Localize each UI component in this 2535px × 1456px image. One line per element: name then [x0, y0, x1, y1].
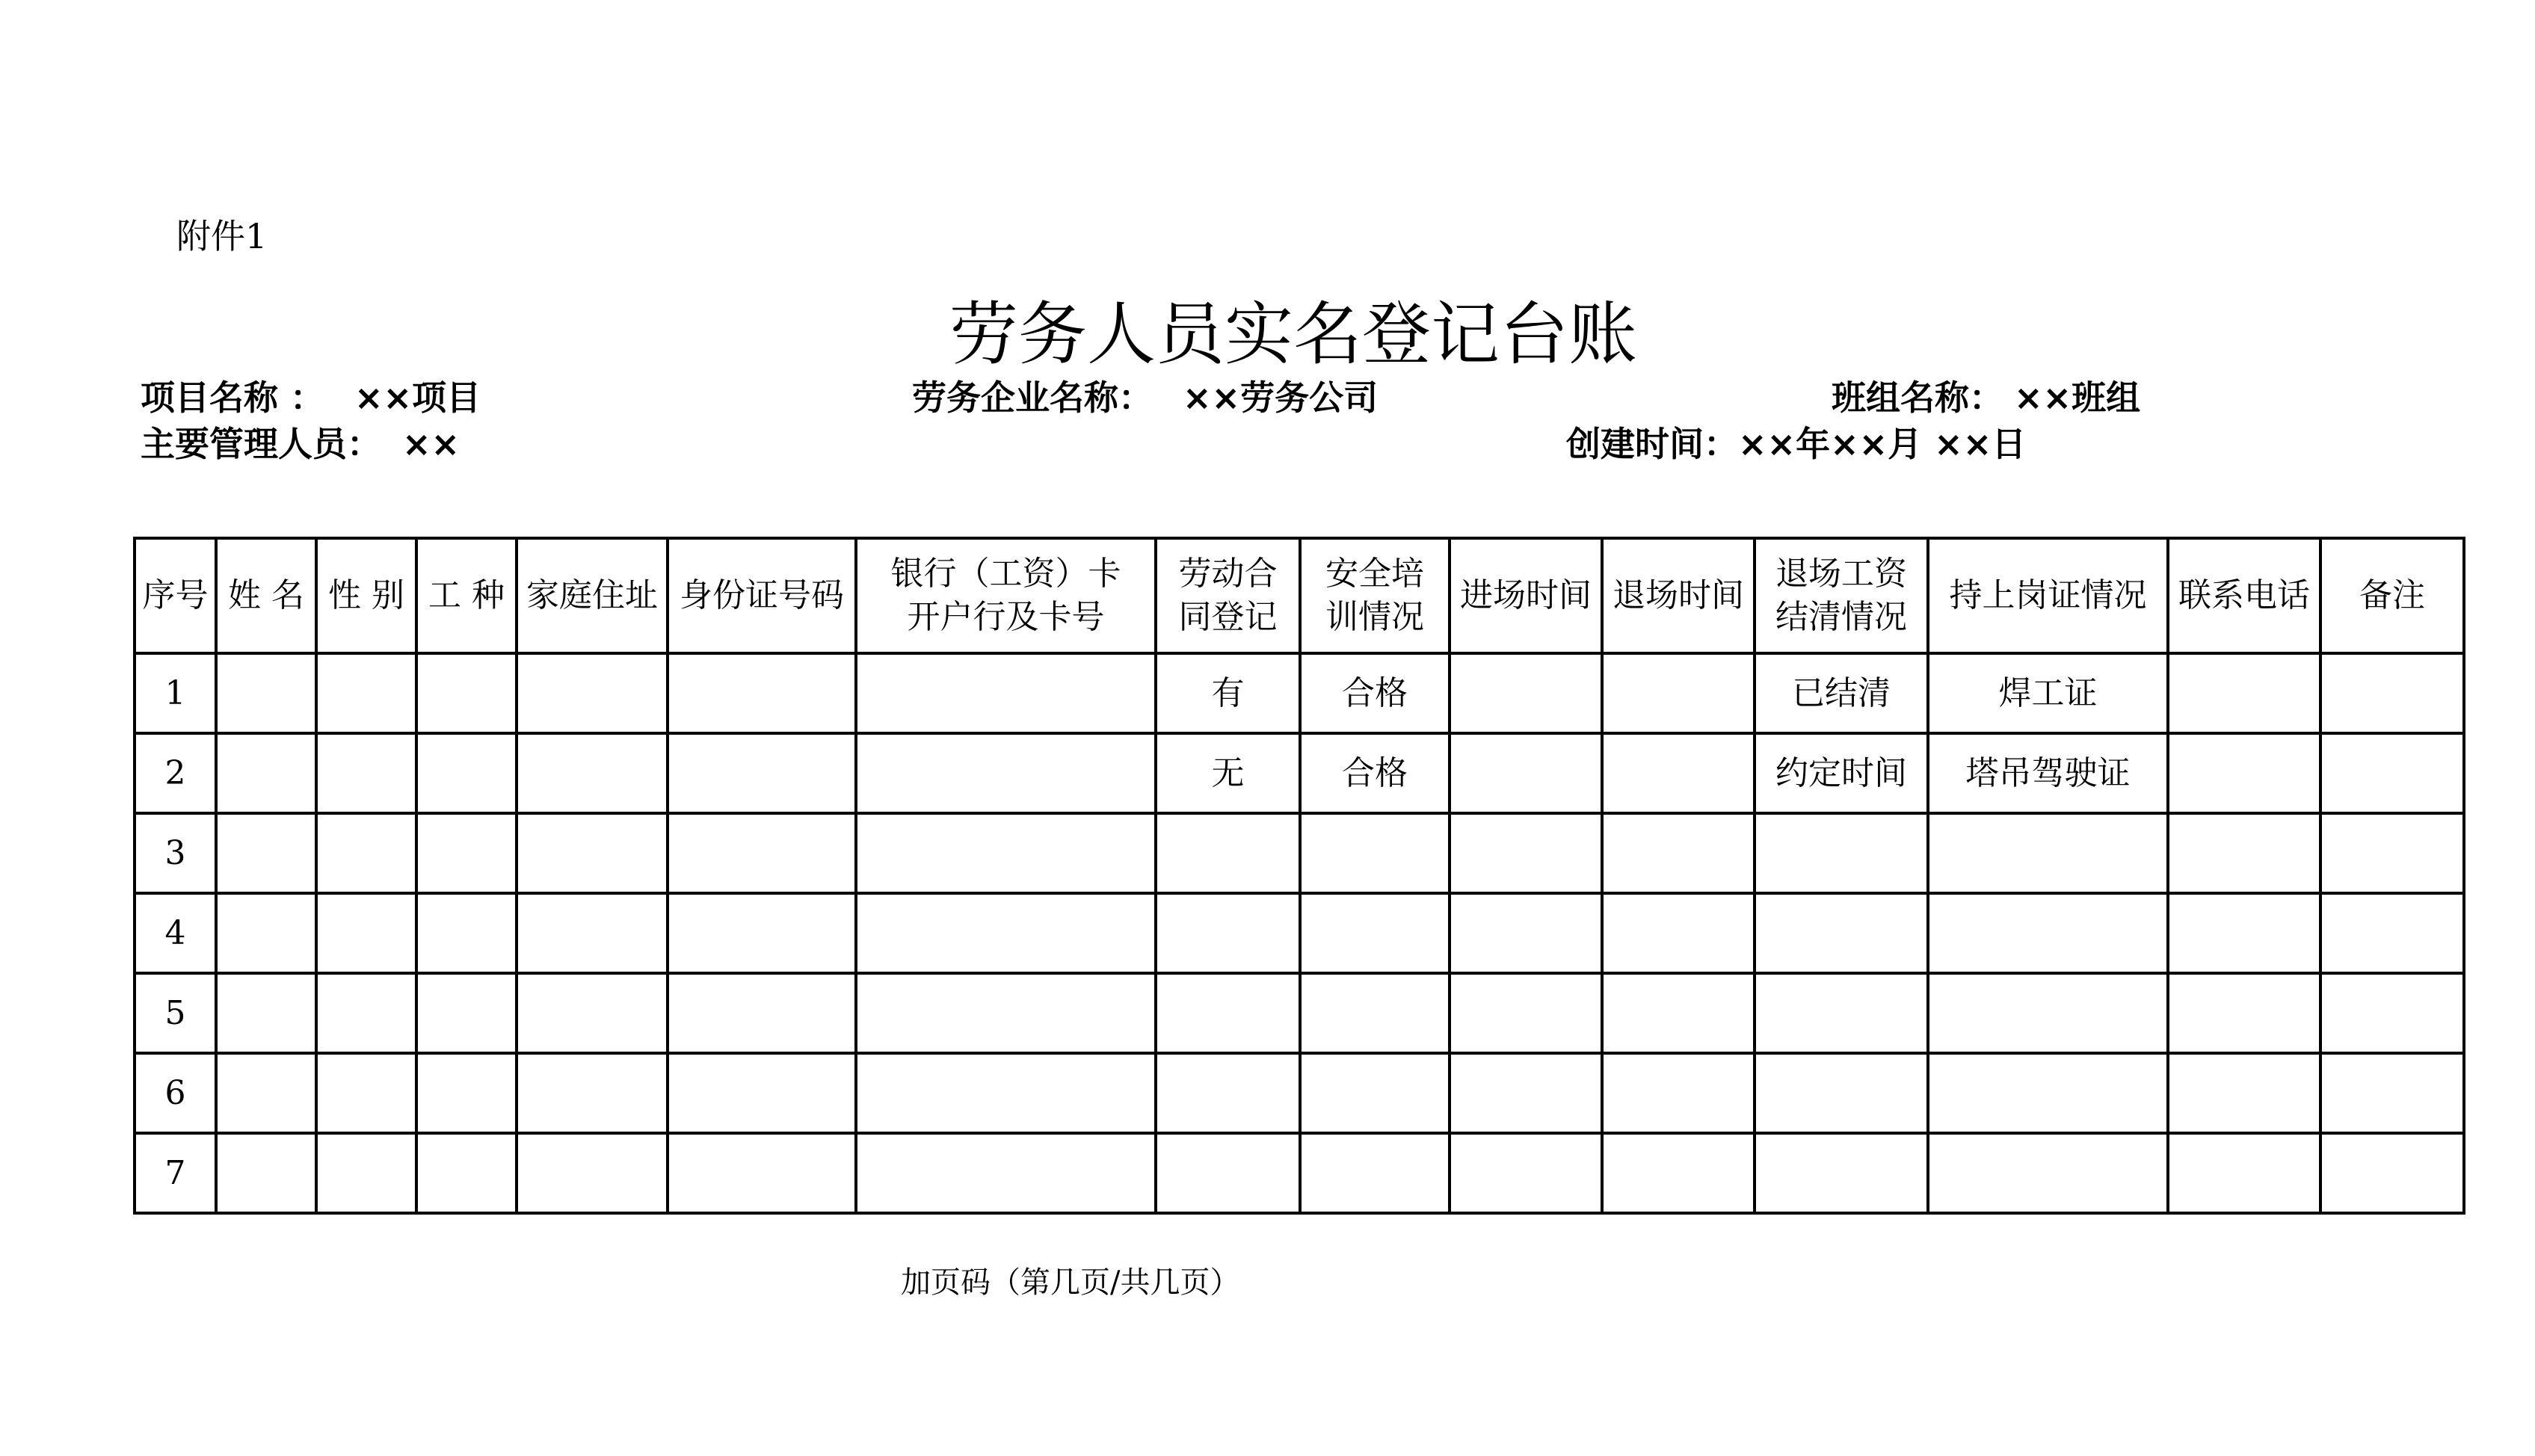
column-header	[668, 538, 856, 653]
table-cell	[1755, 1053, 1928, 1133]
table-cell	[856, 813, 1156, 893]
table-body	[135, 653, 2464, 1213]
column-header-line: 身份证号码	[680, 576, 844, 614]
header-row	[135, 538, 2464, 653]
table-cell	[1450, 813, 1602, 893]
table-cell	[856, 653, 1156, 733]
table-cell	[1602, 653, 1755, 733]
company-value: ××劳务公司	[1183, 377, 1379, 418]
table-cell	[1450, 973, 1602, 1053]
table-cell	[1602, 733, 1755, 813]
table-cell	[1450, 733, 1602, 813]
table-cell	[668, 653, 856, 733]
manager-field	[141, 423, 460, 465]
column-header	[1300, 538, 1450, 653]
column-header	[216, 538, 316, 653]
table-cell	[316, 1053, 416, 1133]
table-cell	[1928, 1053, 2168, 1133]
column-header	[416, 538, 517, 653]
column-header-line: 性 别	[328, 576, 404, 614]
table-cell	[856, 1053, 1156, 1133]
table-cell	[856, 1133, 1156, 1213]
info-row-project	[0, 377, 2535, 419]
column-header-line: 训情况	[1325, 598, 1424, 636]
table-cell	[517, 973, 668, 1053]
table-cell: 已结清	[1755, 653, 1928, 733]
table-cell	[1156, 813, 1300, 893]
table-cell	[517, 893, 668, 973]
table-cell	[668, 1133, 856, 1213]
table-cell: 塔吊驾驶证	[1928, 733, 2168, 813]
created-value: ××年××月 ××日	[1738, 424, 2027, 464]
company-field	[912, 377, 1378, 419]
team-label: 班组名称：	[1832, 377, 2003, 418]
table-cell: 5	[135, 973, 216, 1053]
manager-label: 主要管理人员：	[141, 424, 381, 464]
table-cell	[1300, 813, 1450, 893]
table-row	[135, 653, 2464, 733]
column-header	[2320, 538, 2464, 653]
column-header-line: 同登记	[1178, 598, 1278, 636]
table-cell	[1450, 893, 1602, 973]
column-header	[1755, 538, 1928, 653]
table-cell	[517, 733, 668, 813]
column-header-line: 银行（工资）卡	[890, 555, 1121, 593]
table-cell: 6	[135, 1053, 216, 1133]
table-cell	[668, 973, 856, 1053]
table-cell	[1450, 1053, 1602, 1133]
table-cell	[2168, 813, 2320, 893]
table-cell	[216, 893, 316, 973]
table-cell	[2320, 813, 2464, 893]
table-cell	[2320, 1133, 2464, 1213]
table-cell	[2168, 893, 2320, 973]
table-cell	[416, 1133, 517, 1213]
table-cell	[856, 973, 1156, 1053]
table-cell	[1300, 1133, 1450, 1213]
table-cell	[416, 813, 517, 893]
created-label: 创建时间：	[1566, 424, 1738, 464]
table-row	[135, 973, 2464, 1053]
column-header-line: 姓 名	[228, 576, 304, 614]
table-cell	[517, 813, 668, 893]
column-header-line: 结清情况	[1775, 598, 1907, 636]
table-cell	[316, 813, 416, 893]
table-cell	[1755, 1133, 1928, 1213]
table-cell	[416, 733, 517, 813]
team-value: ××班组	[2014, 377, 2141, 418]
table-cell	[416, 973, 517, 1053]
column-header-line: 备注	[2359, 576, 2425, 614]
table-cell	[216, 1053, 316, 1133]
table-cell: 合格	[1300, 653, 1450, 733]
table-cell	[1602, 813, 1755, 893]
table-cell: 7	[135, 1133, 216, 1213]
table-cell	[316, 653, 416, 733]
table-cell	[1755, 893, 1928, 973]
table-cell	[316, 733, 416, 813]
column-header-line: 劳动合	[1178, 555, 1278, 593]
table-cell: 1	[135, 653, 216, 733]
table-cell	[2168, 653, 2320, 733]
table-cell	[1928, 893, 2168, 973]
team-field	[1832, 377, 2140, 419]
table-cell	[2168, 973, 2320, 1053]
table-cell	[1928, 973, 2168, 1053]
table-cell	[1602, 973, 1755, 1053]
table-cell	[856, 893, 1156, 973]
column-header	[1450, 538, 1602, 653]
table-row	[135, 1133, 2464, 1213]
table-row	[135, 893, 2464, 973]
table-row	[135, 733, 2464, 813]
table-cell: 4	[135, 893, 216, 973]
company-label: 劳务企业名称：	[912, 377, 1153, 418]
column-header-line: 工 种	[428, 576, 505, 614]
table-cell	[1755, 973, 1928, 1053]
manager-value: ××	[402, 424, 461, 464]
column-header	[1156, 538, 1300, 653]
project-label: 项目名称 ：	[141, 377, 325, 418]
table-row	[135, 1053, 2464, 1133]
table-cell	[1602, 893, 1755, 973]
table-cell	[2320, 653, 2464, 733]
page-number-note: 加页码（第几页/共几页）	[901, 1265, 1240, 1300]
table-cell	[1928, 813, 2168, 893]
table-cell	[668, 893, 856, 973]
column-header	[2168, 538, 2320, 653]
table-cell	[517, 1053, 668, 1133]
table-cell	[316, 1133, 416, 1213]
column-header	[1602, 538, 1755, 653]
table-cell	[2320, 893, 2464, 973]
table-cell	[1450, 653, 1602, 733]
table-cell	[316, 893, 416, 973]
table-cell	[216, 973, 316, 1053]
table-cell	[416, 893, 517, 973]
column-header-line: 序号	[142, 576, 209, 614]
column-header-line: 安全培	[1325, 555, 1424, 593]
project-field	[141, 377, 481, 419]
table-cell: 约定时间	[1755, 733, 1928, 813]
table-cell	[668, 733, 856, 813]
table-cell	[668, 813, 856, 893]
table-cell	[416, 1053, 517, 1133]
table-cell	[1300, 893, 1450, 973]
column-header-line: 退场工资	[1775, 555, 1907, 593]
page-title: 劳务人员实名登记台账	[949, 294, 1637, 374]
table-cell	[856, 733, 1156, 813]
table-cell: 焊工证	[1928, 653, 2168, 733]
table-cell: 3	[135, 813, 216, 893]
column-header	[135, 538, 216, 653]
column-header	[316, 538, 416, 653]
table-cell	[216, 1133, 316, 1213]
created-field	[1566, 423, 2026, 465]
table-cell: 有	[1156, 653, 1300, 733]
table-cell	[1156, 893, 1300, 973]
table-cell: 无	[1156, 733, 1300, 813]
table-cell	[1602, 1053, 1755, 1133]
table-cell	[2168, 1053, 2320, 1133]
table-cell	[216, 733, 316, 813]
project-value: ××项目	[354, 377, 481, 418]
table-cell: 合格	[1300, 733, 1450, 813]
table-cell	[1755, 813, 1928, 893]
attachment-label: 附件1	[176, 216, 268, 256]
table-cell	[1156, 1053, 1300, 1133]
table-cell	[1928, 1133, 2168, 1213]
column-header	[856, 538, 1156, 653]
table-cell	[1300, 1053, 1450, 1133]
table-header	[135, 538, 2464, 653]
table-cell	[1300, 973, 1450, 1053]
table-cell	[1602, 1133, 1755, 1213]
table-cell	[2320, 973, 2464, 1053]
ledger-table	[133, 537, 2465, 1215]
table-row	[135, 813, 2464, 893]
column-header-line: 持上岗证情况	[1949, 576, 2147, 614]
table-cell	[1450, 1133, 1602, 1213]
table-cell	[2168, 1133, 2320, 1213]
column-header	[1928, 538, 2168, 653]
table-cell	[668, 1053, 856, 1133]
column-header-line: 联系电话	[2178, 576, 2310, 614]
table-cell	[1156, 973, 1300, 1053]
table-cell	[517, 653, 668, 733]
table-cell	[416, 653, 517, 733]
table-cell	[2168, 733, 2320, 813]
column-header-line: 开户行及卡号	[907, 598, 1105, 636]
column-header-line: 进场时间	[1460, 576, 1592, 614]
table-cell	[316, 973, 416, 1053]
table-cell	[517, 1133, 668, 1213]
table-cell	[2320, 733, 2464, 813]
column-header-line: 家庭住址	[526, 576, 658, 614]
table-cell	[1156, 1133, 1300, 1213]
column-header	[517, 538, 668, 653]
table-cell	[216, 813, 316, 893]
column-header-line: 退场时间	[1613, 576, 1744, 614]
table-cell	[216, 653, 316, 733]
table-cell	[2320, 1053, 2464, 1133]
table-cell: 2	[135, 733, 216, 813]
